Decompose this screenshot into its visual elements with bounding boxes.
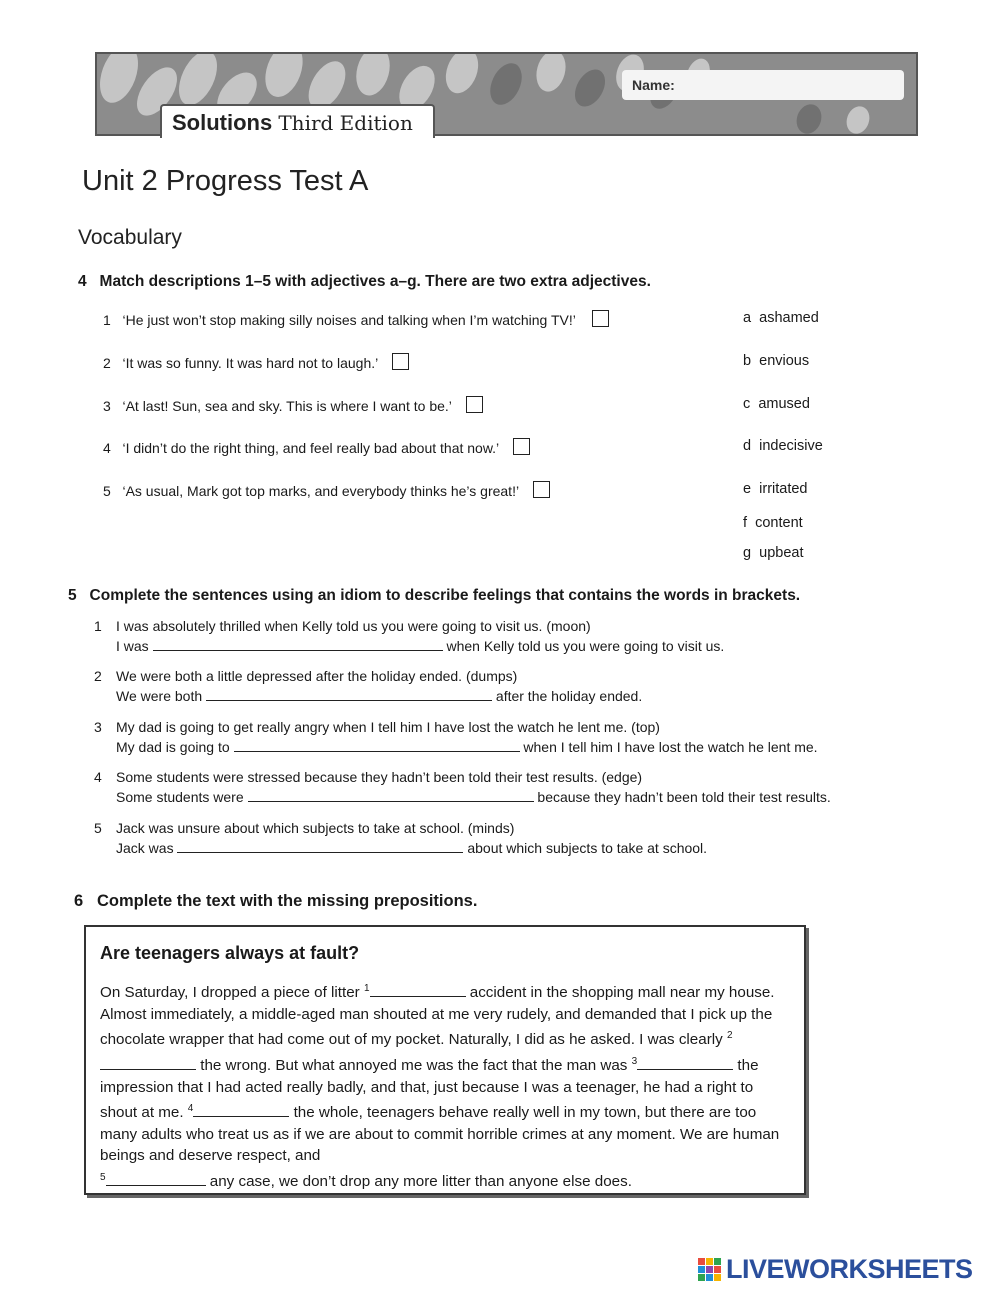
adjective-option — [743, 310, 819, 326]
gap-2[interactable] — [100, 1056, 196, 1070]
q6-number: 6 — [74, 892, 84, 910]
option-letter: f — [743, 515, 748, 531]
gap-number: 1 — [363, 983, 370, 994]
gap-number: 4 — [187, 1103, 194, 1115]
q4-item — [103, 310, 609, 328]
answer-line[interactable] — [248, 789, 534, 802]
answer-checkbox[interactable] — [513, 438, 530, 455]
text-segment: the whole, teenagers behave really well in my town, but there are too many adults who treat us as if we are about to commit horrible crimes at any moment. We are human beings and deserve respect, and — [100, 1104, 780, 1165]
item-sentence: We were both a little depressed after the holiday ended. (dumps) — [116, 668, 518, 684]
item-start: I was — [116, 638, 149, 654]
text-segment: accident in the shopping mall near my house. Almost immediately, a middle-aged man shouted at me very rudely, and demanded that I pick up the chocolate wrapper that had come out of my pocket. Naturally, I did as he asked. I was clearly — [100, 984, 775, 1049]
item-end: when I tell him I have lost the watch he lent me. — [523, 739, 818, 755]
name-label: Name: — [632, 77, 675, 93]
item-number: 4 — [103, 440, 111, 456]
q5-item — [94, 767, 831, 807]
option-word: content — [755, 515, 803, 531]
q5-text: Complete the sentences using an idiom to describe feelings that contains the words in brackets. — [89, 587, 801, 604]
answer-checkbox[interactable] — [392, 353, 409, 370]
q4-item — [103, 438, 530, 456]
option-letter: d — [743, 438, 752, 454]
liveworksheets-logo-icon — [698, 1258, 722, 1282]
option-word: ashamed — [759, 310, 819, 326]
answer-line[interactable] — [206, 688, 492, 701]
q5-item — [94, 666, 642, 706]
text-segment: the impression that I had acted really badly, and that, just because I was a teenager, he had a right to shout at me. — [100, 1056, 759, 1122]
q4-number: 4 — [78, 273, 87, 290]
text-segment: the wrong. But what annoyed me was the fact that the man was — [196, 1056, 632, 1074]
item-number: 2 — [94, 668, 102, 684]
adjective-option — [743, 481, 808, 497]
item-sentence: Jack was unsure about which subjects to take at school. (minds) — [116, 820, 515, 836]
answer-line[interactable] — [177, 840, 463, 853]
item-start: Jack was — [116, 840, 174, 856]
option-word: envious — [759, 353, 810, 369]
item-end: after the holiday ended. — [495, 688, 643, 704]
text-title: Are teenagers always at fault? — [100, 943, 360, 963]
q5-item — [94, 616, 724, 656]
option-letter: a — [743, 310, 752, 326]
text-segment: On Saturday, I dropped a piece of litter — [100, 984, 364, 1002]
q6-instruction — [74, 892, 477, 911]
item-text: ‘It was so funny. It was hard not to laugh.’ — [122, 355, 379, 371]
item-start: We were both — [116, 688, 203, 704]
item-sentence: Some students were stressed because they hadn’t been told their test results. (edge) — [116, 769, 643, 785]
item-text: ‘As usual, Mark got top marks, and everybody thinks he’s great!’ — [122, 483, 520, 499]
adjective-option — [743, 396, 810, 412]
footer-brand: LIVEWORKSHEETS — [726, 1254, 973, 1284]
q4-item — [103, 481, 550, 499]
item-start: My dad is going to — [116, 739, 230, 755]
gap-5[interactable] — [106, 1172, 206, 1186]
gap-4[interactable] — [193, 1103, 289, 1117]
item-sentence: I was absolutely thrilled when Kelly told us you were going to visit us. (moon) — [116, 618, 591, 634]
q5-item — [94, 717, 818, 757]
item-number: 5 — [94, 820, 102, 836]
gap-1[interactable] — [370, 983, 466, 997]
item-number: 2 — [103, 355, 111, 371]
item-number: 3 — [94, 719, 102, 735]
option-word: amused — [758, 396, 810, 412]
item-number: 1 — [103, 312, 111, 328]
item-number: 5 — [103, 483, 111, 499]
item-number: 4 — [94, 769, 102, 785]
text-body — [100, 978, 790, 1193]
option-letter: g — [743, 545, 752, 561]
section-heading: Vocabulary — [78, 226, 182, 249]
answer-line[interactable] — [234, 739, 520, 752]
adjective-option — [743, 438, 823, 454]
q4-instruction — [78, 273, 651, 291]
option-word: irritated — [759, 481, 808, 497]
answer-checkbox[interactable] — [533, 481, 550, 498]
q4-item — [103, 396, 483, 414]
gap-number: 5 — [100, 1172, 106, 1183]
q5-item — [94, 818, 707, 858]
item-end: when Kelly told us you were going to visit us. — [446, 638, 725, 654]
item-number: 3 — [103, 398, 111, 414]
reading-text-box — [84, 925, 806, 1195]
item-text: ‘At last! Sun, sea and sky. This is where I want to be.’ — [122, 398, 452, 414]
option-word: upbeat — [759, 545, 804, 561]
page-title: Unit 2 Progress Test A — [82, 165, 369, 197]
item-sentence: My dad is going to get really angry when I tell him I have lost the watch he lent me. (top) — [116, 719, 660, 735]
answer-line[interactable] — [153, 638, 443, 651]
adjective-option — [743, 545, 804, 561]
item-text: ‘He just won’t stop making silly noises and talking when I’m watching TV!’ — [122, 312, 576, 328]
text-segment: any case, we don’t drop any more litter than anyone else does. — [205, 1173, 632, 1191]
brand-edition: Third Edition — [278, 111, 413, 135]
gap-number: 2 — [726, 1030, 733, 1042]
q4-item — [103, 353, 409, 371]
adjective-option — [743, 515, 803, 531]
q6-text: Complete the text with the missing prepositions. — [96, 892, 478, 910]
brand-bold: Solutions — [172, 110, 273, 135]
gap-3[interactable] — [637, 1056, 733, 1070]
q4-text: Match descriptions 1–5 with adjectives a–g. There are two extra adjectives. — [99, 273, 651, 290]
option-word: indecisive — [759, 438, 823, 454]
q5-number: 5 — [68, 587, 77, 604]
item-end: because they hadn’t been told their test results. — [537, 789, 831, 805]
option-letter: c — [743, 396, 751, 412]
item-start: Some students were — [116, 789, 244, 805]
answer-checkbox[interactable] — [466, 396, 483, 413]
option-letter: b — [743, 353, 752, 369]
name-field[interactable] — [622, 70, 904, 100]
q5-instruction — [68, 587, 800, 605]
item-number: 1 — [94, 618, 102, 634]
option-letter: e — [743, 481, 752, 497]
item-text: ‘I didn’t do the right thing, and feel really bad about that now.’ — [122, 440, 500, 456]
brand-logo — [160, 104, 435, 138]
adjective-option — [743, 353, 809, 369]
item-end: about which subjects to take at school. — [467, 840, 708, 856]
gap-number: 3 — [631, 1055, 638, 1067]
answer-checkbox[interactable] — [592, 310, 609, 327]
